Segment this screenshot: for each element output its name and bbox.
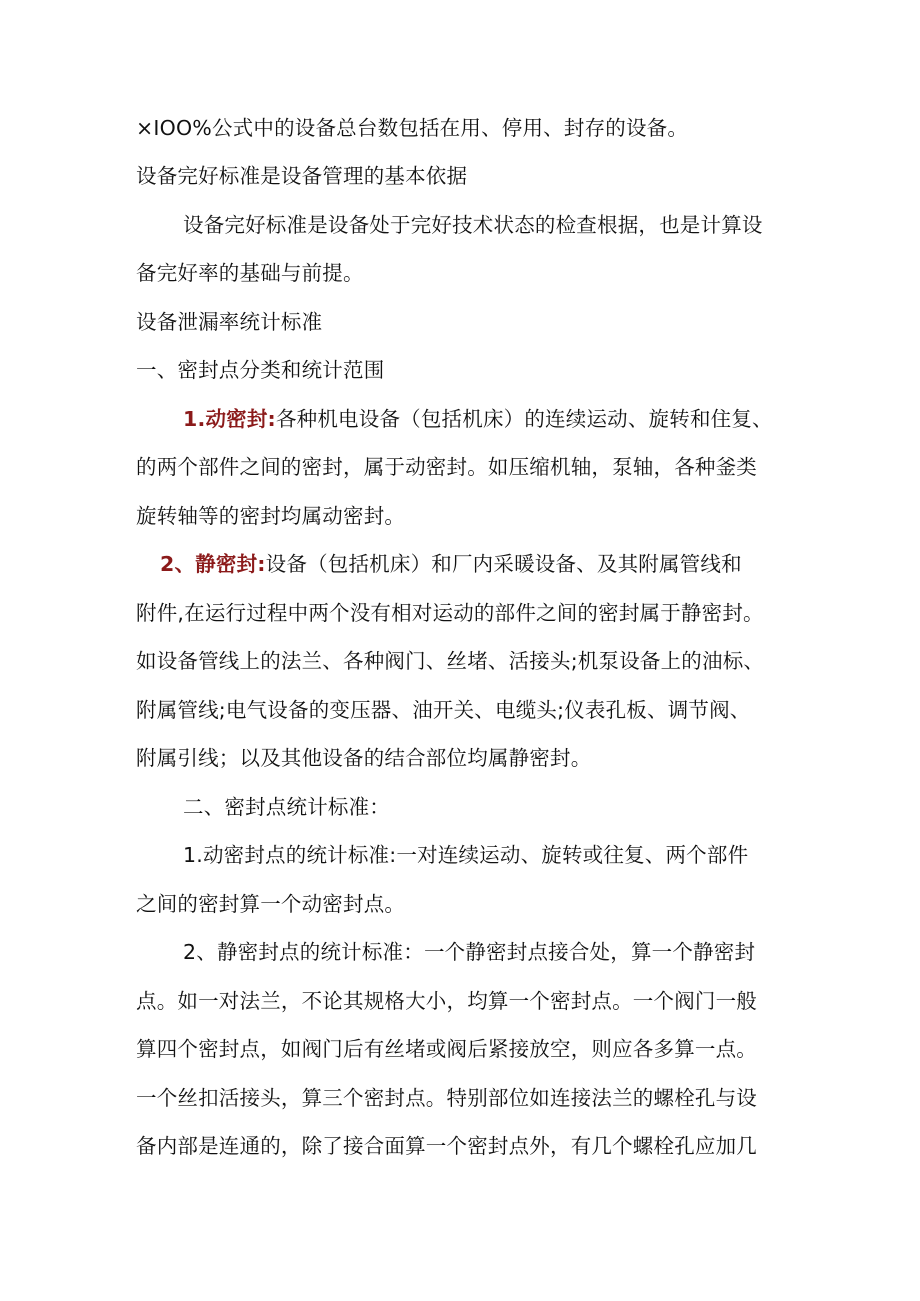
paragraph-line: 附件,在运行过程中两个没有相对运动的部件之间的密封属于静密封。: [136, 601, 764, 625]
paragraph-line: 之间的密封算一个动密封点。: [136, 892, 406, 916]
section-heading-statistics-standard: 二、密封点统计标准：: [183, 795, 390, 819]
section-heading-classification: 一、密封点分类和统计范围: [136, 358, 385, 382]
section-title-equipment-standard: 设备完好标准是设备管理的基本依据: [136, 164, 468, 188]
paragraph-line: 如设备管线上的法兰、各种阀门、丝堵、活接头;机泵设备上的油标、: [136, 649, 765, 673]
paragraph-line: 1.动密封点的统计标准:一对连续运动、旋转或往复、两个部件: [183, 843, 749, 867]
paragraph-line: 算四个密封点，如阀门后有丝堵或阀后紧接放空，则应各多算一点。: [136, 1037, 757, 1061]
paragraph-line-static-seal: [160, 550, 742, 578]
static-seal-label: 2、静密封:: [160, 552, 266, 576]
paragraph-line: 设备完好标准是设备处于完好技术状态的检查根据，也是计算设: [183, 213, 763, 237]
paragraph-line-formula: ×IOO%公式中的设备总台数包括在用、停用、封存的设备。: [136, 116, 689, 140]
paragraph-line: 点。如一对法兰，不论其规格大小，均算一个密封点。一个阀门一般: [136, 989, 757, 1013]
paragraph-line: 旋转轴等的密封均属动密封。: [136, 504, 406, 528]
paragraph-line: 一个丝扣活接头，算三个密封点。特别部位如连接法兰的螺栓孔与设: [136, 1086, 757, 1110]
paragraph-line: 备内部是连通的，除了接合面算一个密封点外，有几个螺栓孔应加几: [136, 1134, 757, 1158]
paragraph-line-dynamic-seal: [183, 405, 773, 433]
dynamic-seal-label: 1.动密封:: [183, 407, 276, 431]
paragraph-line: 的两个部件之间的密封，属于动密封。如压缩机轴，泵轴，各种釜类: [136, 455, 757, 479]
paragraph-line: 附属管线;电气设备的变压器、油开关、电缆头;仪表孔板、调节阀、: [136, 698, 751, 722]
dynamic-seal-text: 各种机电设备（包括机床）的连续运动、旋转和住复、: [275, 407, 773, 431]
paragraph-line: 2、静密封点的统计标准：一个静密封点接合处，算一个静密封: [183, 940, 756, 964]
static-seal-text: 设备（包括机床）和厂内采暖设备、及其附属管线和: [265, 552, 742, 576]
section-title-leakage-rate: 设备泄漏率统计标准: [136, 310, 323, 334]
paragraph-line: 备完好率的基础与前提。: [136, 261, 364, 285]
paragraph-line: 附属引线；以及其他设备的结合部位均属静密封。: [136, 746, 592, 770]
